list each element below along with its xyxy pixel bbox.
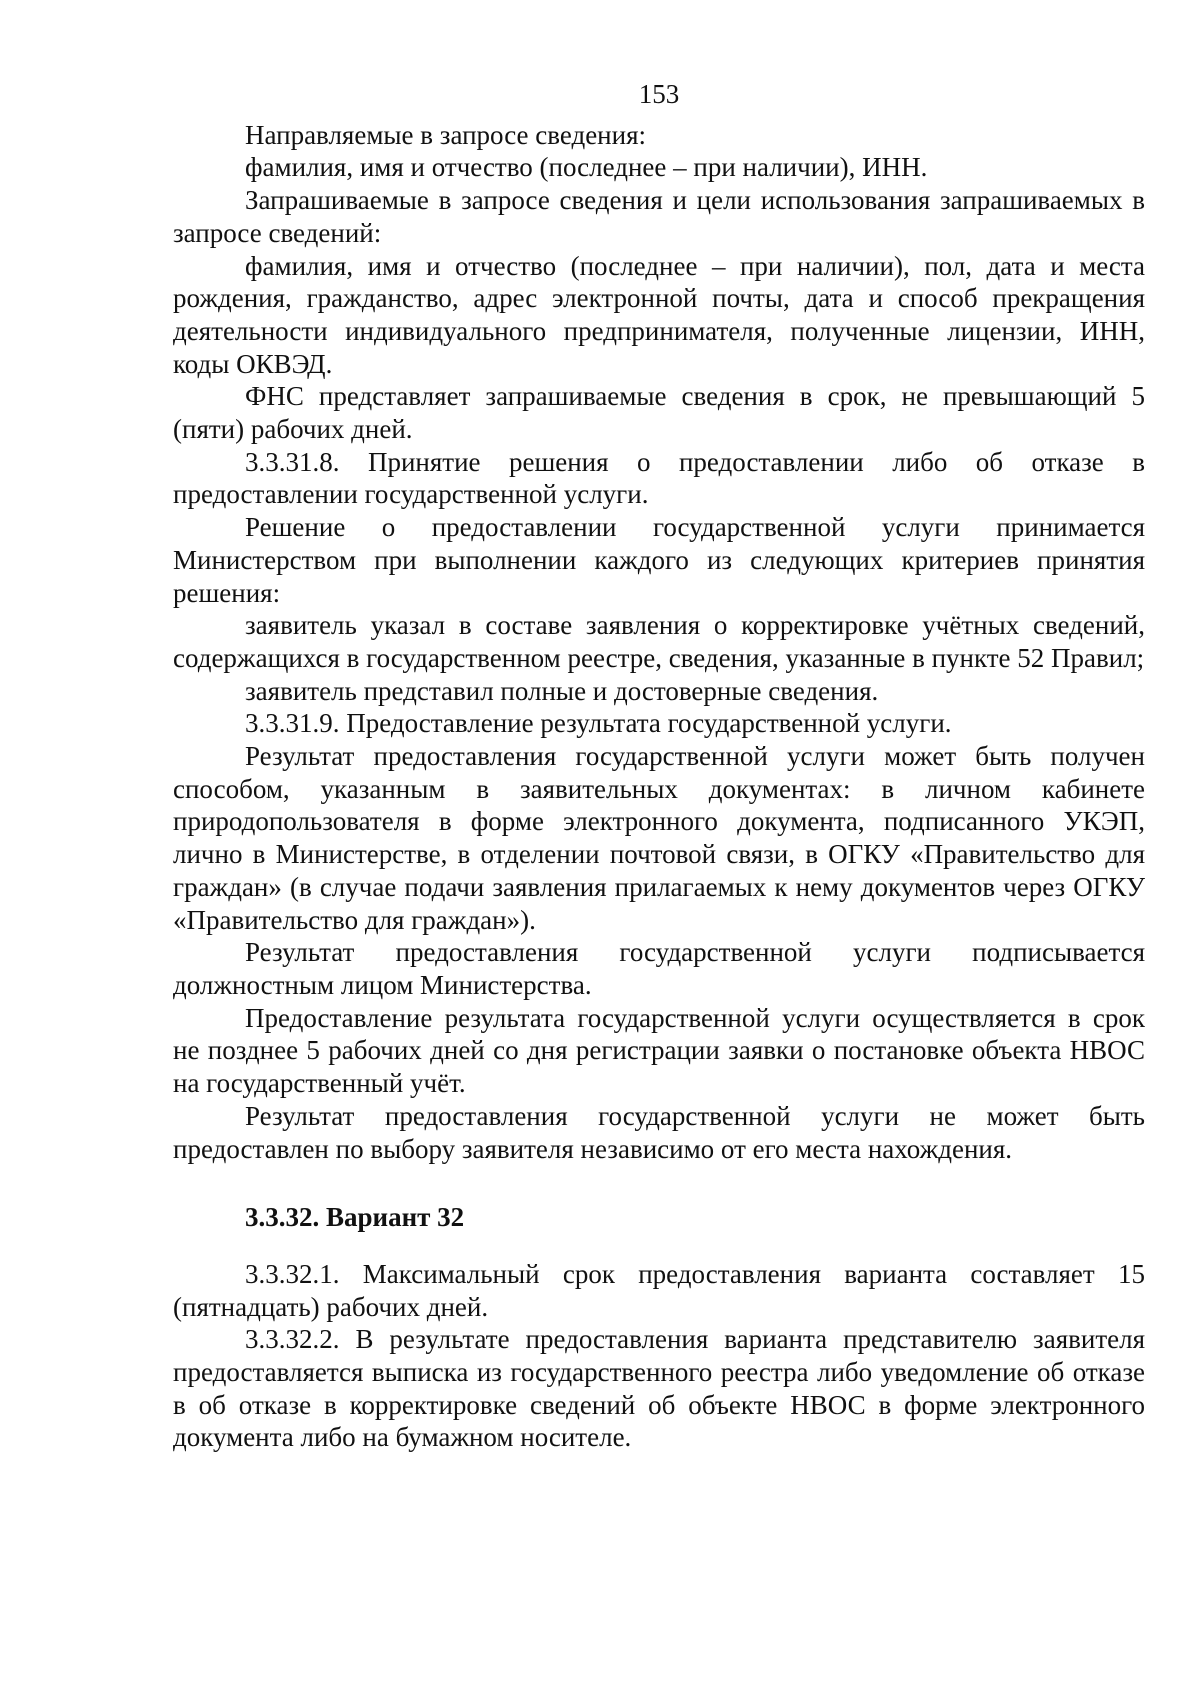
section-heading: 3.3.32. Вариант 32 [245,1202,465,1233]
paragraph-result-deadline: Предоставление результата государственной услуги осуществляется в срок не позднее 5 рабочих дней со дня регистрации заявки о постановке объекта НВОС на государственный учёт. [173,1002,1145,1099]
paragraph-decision-criteria: Решение о предоставлении государственной услуги принимается Министерством при выполнении каждого из следующих критериев принятия решения: [173,512,1145,608]
paragraph-requested-data-label: Запрашиваемые в запросе сведения и цели использования запрашиваемых в запросе сведений: [173,185,1145,248]
paragraph-criterion-2: заявитель представил полные и достоверные сведения. [245,675,879,706]
paragraph-sent-data-fields: фамилия, имя и отчество (последнее – при наличии), ИНН. [245,152,928,183]
paragraph-section-3-3-32-1: 3.3.32.1. Максимальный срок предоставления варианта составляет 15 (пятнадцать) рабочих дней. [173,1258,1145,1322]
paragraph-criterion-1: заявитель указал в составе заявления о корректировке учётных сведений, содержащихся в государственном реестре, сведения, указанные в пункте 52 Правил; [173,610,1145,673]
paragraph-sent-data-label: Направляемые в запросе сведения: [245,119,646,150]
paragraph-result-signing: Результат предоставления государственной услуги подписывается должностным лицом Министерства. [173,937,1145,1000]
paragraph-section-3-3-31-9: 3.3.31.9. Предоставление результата государственной услуги. [245,708,952,739]
paragraph-section-3-3-32-2: 3.3.32.2. В результате предоставления варианта представителю заявителя предоставляется выписка из государственного реестра либо уведомление об отказе в об отказе в корректировке сведений об объекте НВОС в форме электронного документа либо на бумажном носителе. [173,1324,1145,1453]
page-number: 153 [638,79,680,109]
paragraph-result-delivery: Результат предоставления государственной услуги может быть получен способом, указанным в заявительных документах: в личном кабинете природопользователя в форме электронного документа, подписанного УКЭП, лично в Министерстве, в отделении почтовой связи, в ОГКУ «Правительство для граждан» (в случае подачи заявления прилагаемых к нему документов через ОГКУ «Правительство для граждан»). [173,741,1145,935]
document-page [173,78,1145,1454]
paragraph-requested-data-fields: фамилия, имя и отчество (последнее – при наличии), пол, дата и места рождения, гражданство, адрес электронной почты, дата и способ прекращения деятельности индивидуального предпринимателя, полученные лицензии, ИНН, коды ОКВЭД. [173,250,1145,379]
paragraph-section-3-3-31-8: 3.3.31.8. Принятие решения о предоставлении либо об отказе в предоставлении государственной услуги. [173,446,1145,510]
paragraph-fns-deadline: ФНС представляет запрашиваемые сведения в срок, не превышающий 5 (пяти) рабочих дней. [173,381,1145,445]
paragraph-result-extraterritorial: Результат предоставления государственной услуги не может быть предоставлен по выбору заявителя независимо от его места нахождения. [173,1100,1145,1164]
